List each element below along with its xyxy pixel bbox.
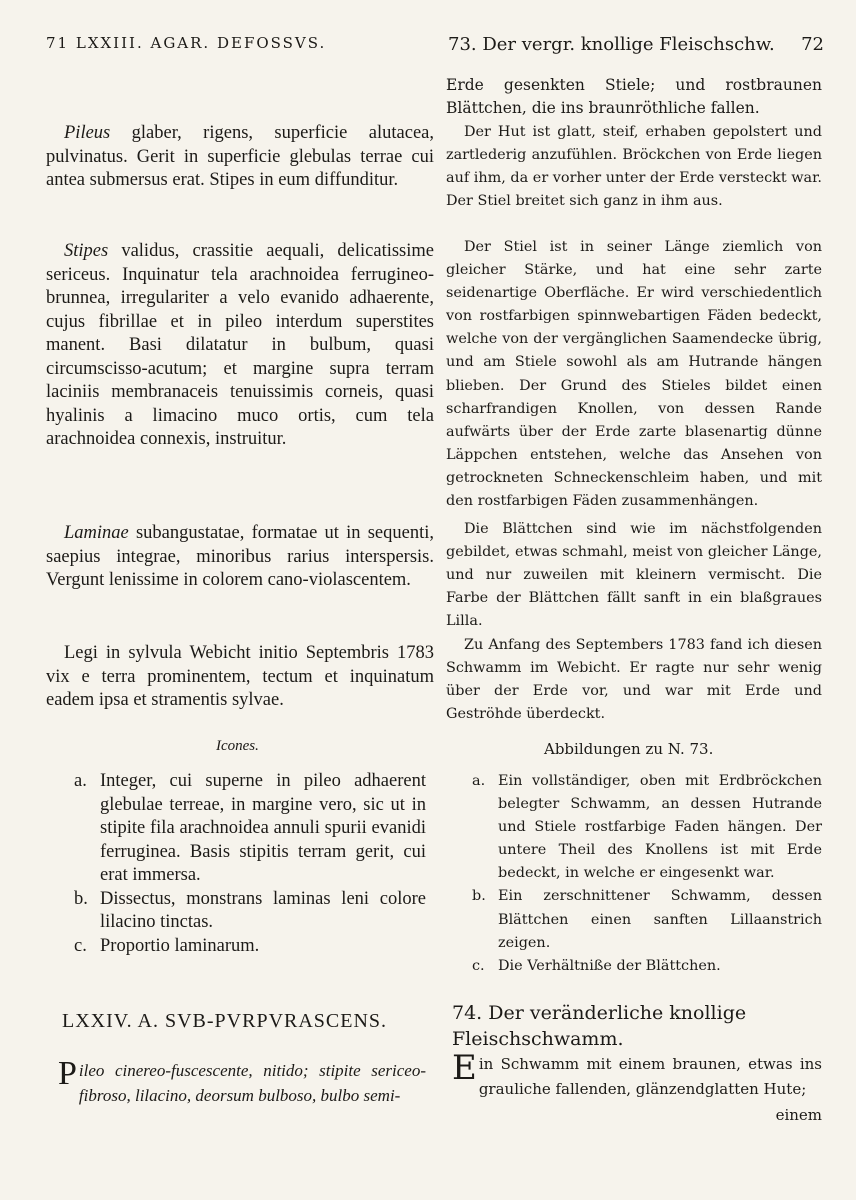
running-head-left: 71 LXXIII. AGAR. DEFOSSVS. [46,34,327,52]
stiel-paragraph: Der Stiel ist in seiner Länge ziemlich von gleicher Stärke, und hat eine sehr zarte seidenartige Oberfläche. Er wird verschiedentlich von rostfarbigen spinnwebartigen Fäden bedeckt, welche von der vergänglichen Saamendecke übrig, und am Stiele sowohl als am Hutrande hängen blieben. Der Grund des Stieles bildet einen scharfrandigen Knollen, von dessen Rande aufwärts über der Erde zarte blasenartig dünne Läppchen entstehen, welche das Ansehen von getrockneten Schneckenschleim haben, und mit den rostfarbigen Fäden zusammenhängen. [446,239,822,510]
abbildungen-item-a [472,770,822,885]
abbildungen-title: Abbildungen zu N. 73. [544,740,714,758]
abbildungen-mark: c. [472,957,485,974]
stipes-label: Stipes [64,241,109,261]
lxxiv-diagnosis-text: ileo cinereo-fuscescente, nitido; stipite sericeo-fibroso, lilacino, deorsum bulboso, bulbo semi- [78,1061,426,1105]
section-74-intro [452,1048,822,1102]
section-heading-lxxiv: LXXIV. A. SVB-PVRPVRASCENS. [62,1010,388,1032]
icones-text: Proportio laminarum. [100,935,260,956]
section-heading-74: 74. Der veränderliche knollige Fleischschwamm. [452,1002,747,1050]
abbildungen-item-b [472,885,822,954]
abbildungen-item-c [472,955,822,978]
continuation-paragraph: Erde gesenkten Stiele; und rostbraunen Blättchen, die ins braunröthliche fallen. [446,76,822,117]
abbildungen-mark: b. [472,888,486,905]
pileus-paragraph [46,122,434,193]
icones-item-b [74,888,426,935]
icones-title: Icones. [216,738,259,754]
laminae-paragraph [46,522,434,593]
abbildungen-list [472,770,822,978]
icones-item-a [74,770,426,888]
page-number-right: 72 [801,34,824,55]
hut-paragraph: Der Hut ist glatt, steif, erhaben gepolstert und zartlederig anzufühlen. Bröckchen von Erde liegen auf ihm, da er vorher unter der Erde versteckt war. Der Stiel breitet sich ganz in ihm aus. [446,124,822,210]
dropcap-e: E [452,1048,477,1088]
running-head-right [448,34,824,55]
legi-paragraph: Legi in sylvula Webicht initio Septembris 1783 vix e terra prominentem, tectum et inquinatum eadem ipsa et stramentis sylvae. [46,643,434,710]
icones-text: Dissectus, monstrans laminas leni colore lilacino tinctas. [100,888,426,932]
icones-mark: b. [74,888,88,909]
pileus-text: glaber, rigens, superficie alutacea, pulvinatus. Gerit in superficie glebulas terrae cui antea submersus erat. Stipes in eum diffunditur. [46,123,434,190]
laminae-text: subangustatae, formatae ut in sequenti, saepius integrae, minoribus rarius interspersis. Vergunt lenissime in colorem cano-violascentem. [46,523,434,590]
anfang-paragraph: Zu Anfang des Septembers 1783 fand ich diesen Schwamm im Webicht. Er ragte nur sehr wenig über der Erde vor, und war mit Erde und Geströhde überdeckt. [446,637,822,723]
abbildungen-text: Die Verhältniße der Blättchen. [498,957,721,974]
stipes-paragraph [46,240,434,452]
icones-mark: a. [74,771,87,791]
icones-mark: c. [74,935,87,956]
abbildungen-text: Ein vollständiger, oben mit Erdbröckchen belegter Schwamm, an dessen Hutrande und Stiele rostfarbige Faden hängen. Der untere Theil des Knollens ist mit Erde bedeckt, in welche er eingesenkt war. [498,773,822,882]
pileus-label: Pileus [64,123,111,143]
section-74-intro-text: in Schwamm mit einem braunen, etwas ins grauliche fallenden, glänzendglatten Hute; [478,1055,822,1098]
catchword: einem [775,1106,822,1124]
icones-item-c [74,935,426,959]
icones-list [74,770,426,958]
lxxiv-diagnosis [58,1055,426,1108]
laminae-label: Laminae [64,523,129,543]
dropcap-p: P [58,1055,77,1092]
running-title-right: 73. Der vergr. knollige Fleischschw. [448,34,775,55]
blaettchen-paragraph: Die Blättchen sind wie im nächstfolgenden gebildet, etwas schmahl, meist von gleicher Länge, und nur zuweilen mit kleinern vermischt. Die Farbe der Blättchen fällt sanft in ein blaßgraues Lilla. [446,521,822,630]
icones-text: Integer, cui superne in pileo adhaerent glebulae terreae, in margine vero, sic ut in stipite fila arachnoidea annuli spurii evanidi ferruginea. Basis stipitis terram gerit, cui erat immersa. [100,771,426,885]
stipes-text: validus, crassitie aequali, delicatissime sericeus. Inquinatur tela arachnoidea ferrugineo-brunnea, irregulariter a velo evanido adhaerente, cujus fibrillae et in pileo interdum superstites manent. Basi dilatatur in bulbum, quasi circumscisso-acutum; et margine supra terram laciniis membranaceis tenuissimis corneis, quasi hyalinis a limacino muco ortis, cum tela arachnoidea connexis, instruitur. [46,241,434,449]
abbildungen-text: Ein zerschnittener Schwamm, dessen Blättchen einen sanften Lillaanstrich zeigen. [498,888,822,951]
abbildungen-mark: a. [472,773,486,789]
